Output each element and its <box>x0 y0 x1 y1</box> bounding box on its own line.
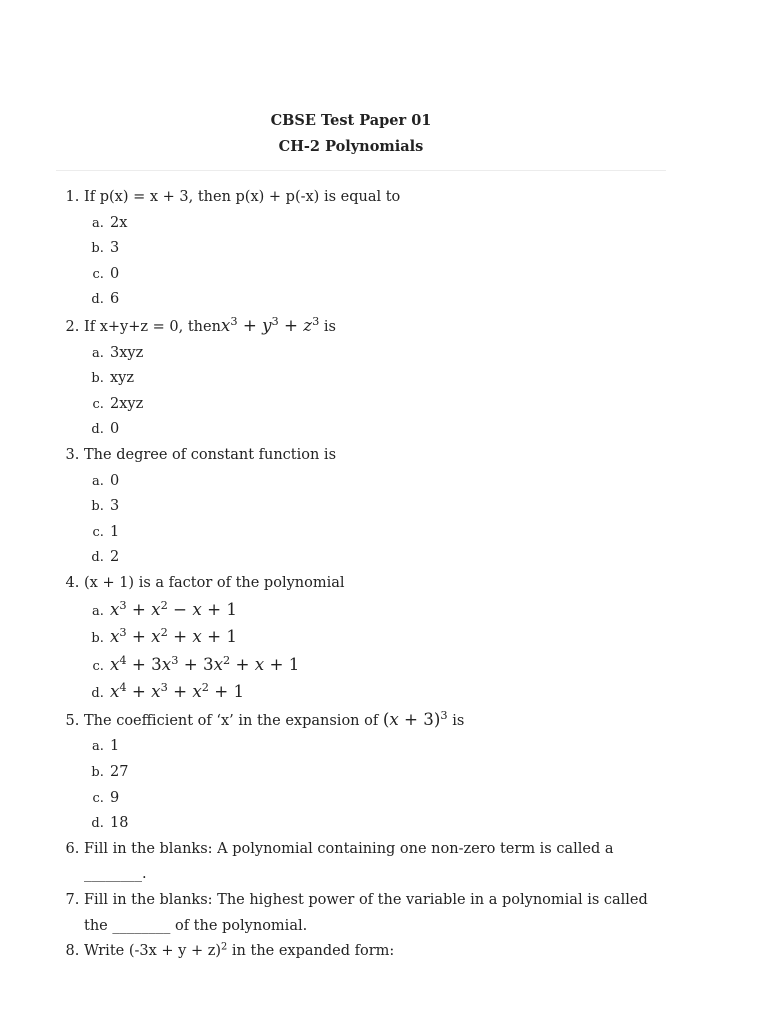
math-expression: $x^3 + x^2 + x + 1$ <box>110 624 237 647</box>
question-text-tail: is <box>447 712 465 729</box>
question-text: If x+y+z = 0, then <box>84 318 221 335</box>
question-text: Write (-3x + y + z) <box>84 943 222 960</box>
question-3 <box>84 443 664 571</box>
option-b: b. 3 <box>108 236 664 262</box>
math-expression: $x^4 + 3x^3 + 3x^2 + x + 1$ <box>110 652 300 674</box>
option-d: d. 0 <box>108 417 664 443</box>
option-list <box>84 341 664 443</box>
question-list <box>84 185 664 965</box>
question-text: The degree of constant function is <box>84 446 337 463</box>
option-c: c. 1 <box>108 520 664 546</box>
question-5 <box>84 707 664 837</box>
option-b: b. 3 <box>108 494 664 520</box>
option-a: a. 0 <box>108 469 664 495</box>
question-7 <box>84 888 664 939</box>
question-6 <box>84 837 664 888</box>
exponent: 2 <box>221 941 228 953</box>
option-c: c. 0 <box>108 262 664 288</box>
option-a: a. 1 <box>108 734 664 760</box>
paper-header <box>0 108 702 160</box>
option-d <box>108 679 664 707</box>
question-text: Fill in the blanks: A polynomial containing one non-zero term is called a ________. <box>84 840 614 883</box>
paper-subtitle: CH-2 Polynomials <box>278 138 424 155</box>
option-d: d. 6 <box>108 287 664 313</box>
option-list <box>84 734 664 836</box>
option-b <box>108 624 664 652</box>
question-text-tail: in the expanded form: <box>227 943 395 960</box>
question-text: The coefficient of ‘x’ in the expansion of <box>84 712 383 729</box>
option-c <box>108 652 664 680</box>
math-expression: $x^3 + y^3 + z^3$ <box>220 313 320 335</box>
option-c: c. 9 <box>108 786 664 812</box>
option-list <box>84 211 664 313</box>
option-a: a. 2x <box>108 211 664 237</box>
option-list <box>84 597 664 707</box>
question-4 <box>84 571 664 707</box>
question-2 <box>84 313 664 443</box>
math-expression: $x^4 + x^3 + x^2 + 1$ <box>110 680 245 702</box>
math-expression: $x^3 + x^2 - x + 1$ <box>110 597 237 619</box>
question-text-tail: is <box>319 318 337 335</box>
paper-title: CBSE Test Paper 01 <box>270 112 432 129</box>
option-list <box>84 469 664 571</box>
math-expression: $(x + 3)^3$ <box>382 707 448 729</box>
question-text: If p(x) = x + 3, then p(x) + p(-x) is equal to <box>84 189 401 205</box>
option-d: d. 18 <box>108 811 664 837</box>
question-8 <box>84 939 664 965</box>
option-d: d. 2 <box>108 545 664 571</box>
option-a <box>108 597 664 625</box>
question-text: (x + 1) is a factor of the polynomial <box>84 574 345 591</box>
question-1 <box>84 185 664 313</box>
option-c: c. 2xyz <box>108 392 664 418</box>
question-text: Fill in the blanks: The highest power of the variable in a polynomial is called the ________ of the polynomial. <box>84 892 648 934</box>
option-b: b. 27 <box>108 760 664 786</box>
option-b: b. xyz <box>108 366 664 392</box>
header-divider <box>56 170 666 171</box>
option-a: a. 3xyz <box>108 341 664 367</box>
